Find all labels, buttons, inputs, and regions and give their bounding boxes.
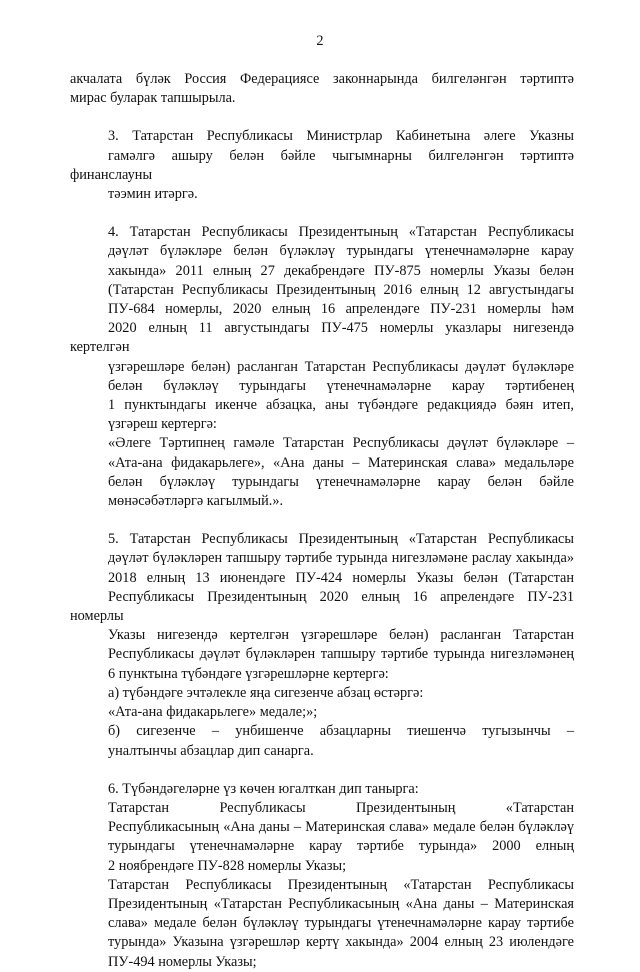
text-line: Президентының «Татарстан Республикасының «Ана даны – Материнская xyxy=(108,895,574,912)
text-line: Татарстан Республикасы Президентының «Татарстан xyxy=(108,799,574,816)
text-line: 2018 елның 13 июнендәге ПУ-424 номерлы Указы белән (Татарстан xyxy=(108,569,574,586)
paragraph-item-4-quote xyxy=(70,434,574,511)
text-line: гамәлгә ашыру белән бәйле чыгымнарны билгеләнгән тәртиптә финанслауны xyxy=(70,147,574,183)
text-line: хакында» 2011 елның 27 декабрендәге ПУ-875 номерлы Указы белән xyxy=(108,262,574,279)
text-line: 6. Түбәндәгеләрне үз көчен югалткан дип танырга: xyxy=(108,780,419,797)
paragraph-item-5 xyxy=(70,530,574,684)
text-line: белән бүләкләү турындагы үтенечнамәләрне карау тәртибенең xyxy=(108,377,574,394)
text-line: ПУ-494 номерлы Указы; xyxy=(108,953,257,970)
text-line: 6 пунктына түбәндәге үзгәрешләрне кертергә: xyxy=(108,665,389,682)
text-line: турындагы үтенечнамәләрне карау тәртибе турында» 2000 елның xyxy=(108,838,574,855)
text-line: белән бүләкләү турындагы үтенечнамәләрне карау белән бәйле xyxy=(108,473,574,490)
paragraph-item-6-second xyxy=(70,876,574,972)
text-line: б) сигезенче – унбишенче абзацларны тиешенчә тугызынчы – xyxy=(108,723,574,740)
text-line: акчалата бүләк Россия Федерациясе законнарында билгеләнгән тәртиптә xyxy=(70,71,574,87)
text-line: «Әлеге Тәртипнең гамәле Татарстан Республикасы дәүләт бүләкләре – xyxy=(108,435,574,452)
text-line: 5. Татарстан Республикасы Президентының «Татарстан Республикасы xyxy=(108,531,574,548)
text-line: Республикасы дәүләт бүләкләрен тапшыру тәртибе турында нигезләмәнең xyxy=(108,646,574,663)
text-line: 4. Татарстан Республикасы Президентының «Татарстан Республикасы xyxy=(108,224,574,241)
text-line: Республикасы Президентының 2020 елның 16 апрелендәге ПУ-231 номерлы xyxy=(70,588,574,625)
paragraph-item-5-a xyxy=(70,684,574,703)
text-line: слава» медале белән бүләкләү турындагы үтенечнамәләрне карау тәртибе xyxy=(108,915,574,932)
text-line: Указы нигезендә кертелгән үзгәрешләре белән) расланган Татарстан xyxy=(108,627,574,644)
text-line: дәүләт бүләкләрен тапшыру тәртибе турында нигезләмәне раслау хакында» xyxy=(108,550,574,567)
text-line: «Ата-ана фидакарьлеге», «Ана даны – Материнская слава» медальләре xyxy=(108,454,574,471)
text-line: «Ата-ана фидакарьлеге» медале;»; xyxy=(108,704,318,721)
text-line: 2020 елның 11 августындагы ПУ-475 номерлы указлары нигезендә кертелгән xyxy=(70,320,574,356)
paragraph-item-5-a-text xyxy=(70,703,574,722)
text-line: ПУ-684 номерлы, 2020 елның 16 апрелендәге ПУ-231 номерлы һәм xyxy=(108,301,574,318)
text-line: 1 пунктындагы икенче абзацка, аны түбәндәге редакциядә бәян итеп, xyxy=(108,397,574,414)
text-line: Татарстан Республикасы Президентының «Татарстан Республикасы xyxy=(108,876,574,893)
text-line: уналтынчы абзацлар дип санарга. xyxy=(108,742,314,759)
paragraph-item-6-first xyxy=(70,799,574,876)
paragraph-item-5-b xyxy=(70,722,574,760)
text-line: 2 ноябрендәге ПУ-828 номерлы Указы; xyxy=(108,857,347,874)
text-line: үзгәреш кертергә: xyxy=(108,416,217,433)
text-line: Республикасының «Ана даны – Материнская слава» медале белән бүләкләү xyxy=(108,819,574,836)
paragraph-continuation xyxy=(70,70,574,108)
text-line: мөнәсәбәтләргә кагылмый.». xyxy=(108,493,284,510)
text-line: (Татарстан Республикасы Президентының 2016 елның 12 августындагы xyxy=(108,281,574,298)
paragraph-item-3 xyxy=(70,127,574,204)
page-number: 2 xyxy=(316,33,324,49)
text-line: 3. Татарстан Республикасы Министрлар Кабинетына әлеге Указны xyxy=(108,128,574,145)
text-line: тәэмин итәргә. xyxy=(108,186,198,203)
text-line: а) түбәндәге эчтәлекле яңа сигезенче абзац өстәргә: xyxy=(108,684,424,701)
text-line: турында» Указына үзгәрешләр кертү хакында» 2004 елның 23 июлендәге xyxy=(108,934,574,951)
paragraph-item-6 xyxy=(70,780,574,799)
text-line: мирас буларак тапшырыла. xyxy=(70,90,236,107)
text-line: үзгәрешләре белән) расланган Татарстан Республикасы дәүләт бүләкләре xyxy=(108,358,574,375)
document-body xyxy=(70,70,574,972)
text-line: дәүләт бүләкләре белән бүләкләү турындагы үтенечнамәләрне карау xyxy=(108,243,574,260)
paragraph-item-4 xyxy=(70,223,574,434)
